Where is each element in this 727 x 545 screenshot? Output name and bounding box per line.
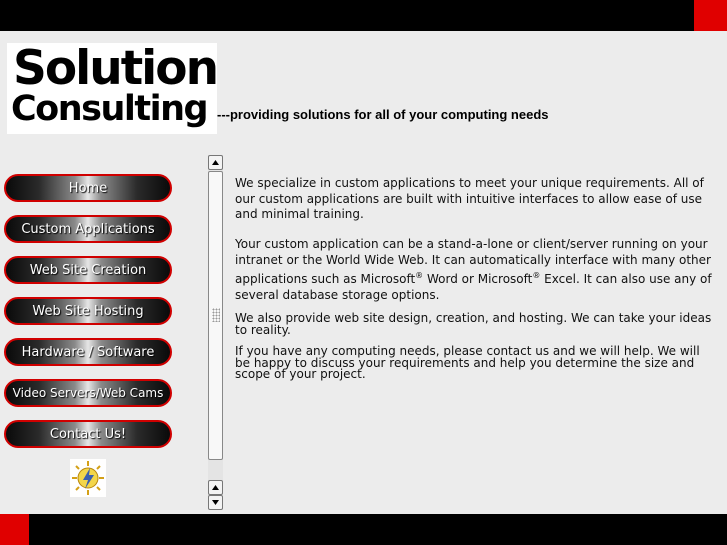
nav-contact-us-button[interactable] <box>4 420 172 448</box>
nav-label: Web Site Hosting <box>32 303 144 319</box>
logo-text-solution: Solution <box>13 43 217 96</box>
lightning-badge-icon <box>70 459 106 497</box>
nav-hardware-software-button[interactable] <box>4 338 172 366</box>
paragraph-text: Your custom application can be a stand-a-lone or client/server running on your intranet or the World Wide Web. It can automatically interface with many other applications such as Microsoft <box>235 237 711 286</box>
paragraph-text: Word or Microsoft <box>423 272 533 286</box>
content-scrollbar[interactable] <box>208 155 223 509</box>
nav-custom-applications-button[interactable] <box>4 215 172 243</box>
nav-label: Contact Us! <box>49 426 127 442</box>
bottom-red-block <box>0 514 29 545</box>
nav-label: Custom Applications <box>21 221 155 237</box>
scroll-up-arrow-icon[interactable] <box>208 155 223 170</box>
scroll-up-arrow-icon[interactable] <box>208 480 223 495</box>
registered-mark: ® <box>532 271 541 280</box>
paragraph-text: Excel. It can also use any of several database storage options. <box>235 272 712 302</box>
nav-label: Video Servers/Web Cams <box>12 386 164 400</box>
nav-web-site-creation-button[interactable] <box>4 256 172 284</box>
nav-video-servers-button[interactable] <box>4 379 172 407</box>
scrollbar-grip-icon <box>212 308 220 322</box>
nav-label: Home <box>68 180 108 196</box>
nav-home-button[interactable] <box>4 174 172 202</box>
logo[interactable] <box>7 43 217 134</box>
logo-text-consulting: Consulting <box>11 89 208 129</box>
scrollbar-thumb[interactable] <box>208 171 223 460</box>
paragraph-contact: If you have any computing needs, please contact us and we will help. We will be happy to discuss your requirements and help you determine the size and scope of your project. <box>235 344 700 381</box>
tagline: ---providing solutions for all of your computing needs <box>217 107 549 122</box>
paragraph-web-services: We also provide web site design, creation, and hosting. We can take your ideas to reality. <box>235 311 712 337</box>
nav-label: Web Site Creation <box>29 262 147 278</box>
bottom-bar <box>0 514 727 545</box>
registered-mark: ® <box>415 271 424 280</box>
scroll-down-arrow-icon[interactable] <box>208 495 223 510</box>
paragraph-intro: We specialize in custom applications to meet your unique requirements. All of our custom applications are built with intuitive interfaces to allow ease of use and minimal training. <box>235 176 704 221</box>
nav-web-site-hosting-button[interactable] <box>4 297 172 325</box>
top-bar <box>0 0 727 31</box>
paragraph-custom-apps <box>235 237 715 303</box>
top-red-block <box>694 0 727 31</box>
nav-label: Hardware / Software <box>21 344 155 360</box>
